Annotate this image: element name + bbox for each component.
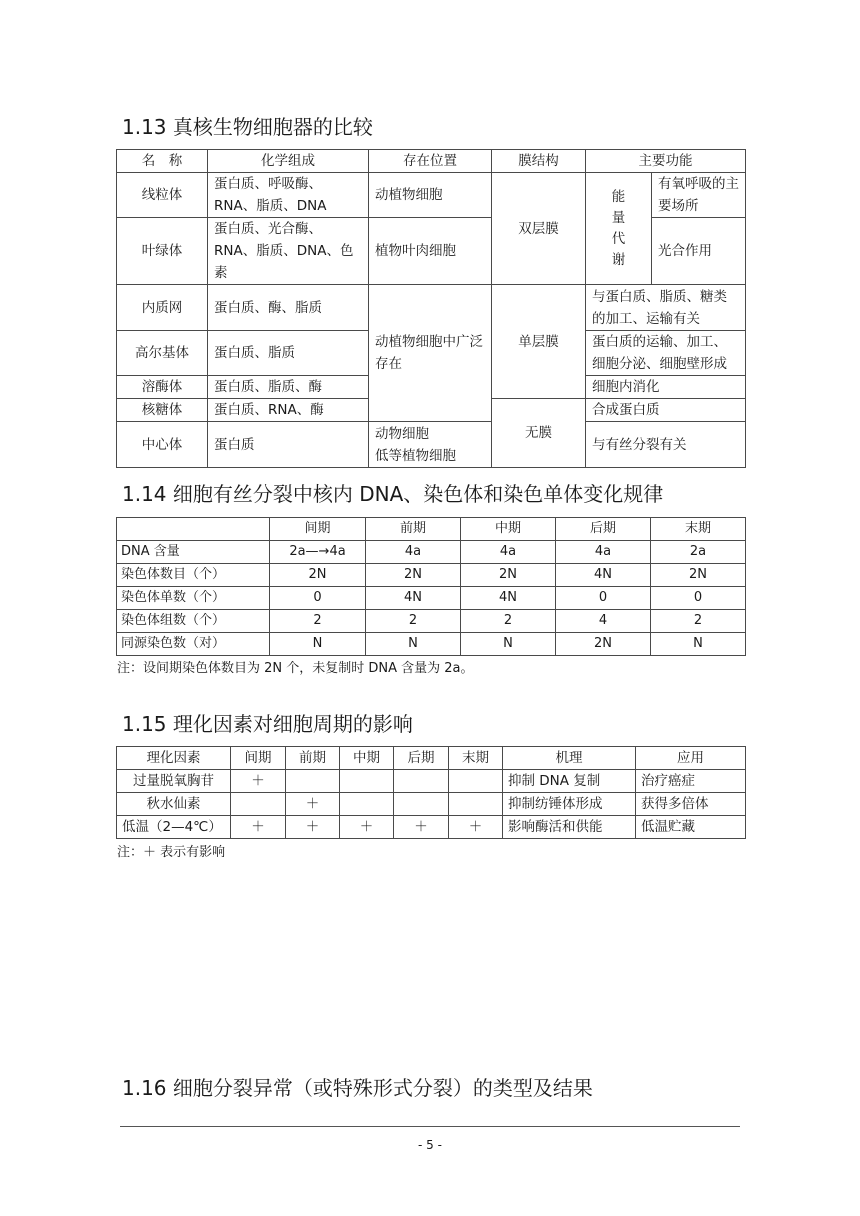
row-name: 中心体 [117, 422, 208, 468]
mitosis-cell: 2N [366, 564, 461, 587]
row-name: 高尔基体 [117, 331, 208, 376]
mitosis-cell: 染色体单数（个） [117, 587, 270, 610]
factor-cell: 秋水仙素 [117, 793, 231, 816]
mitosis-cell: 4N [556, 564, 651, 587]
mitosis-cell: 2N [556, 633, 651, 656]
row-composition: 蛋白质 [208, 422, 369, 468]
factor-header-row [117, 747, 746, 770]
factor-cell [340, 793, 394, 816]
factor-cell: ＋ [231, 816, 286, 839]
table-row [117, 541, 746, 564]
factor-cell: 低温（2—4℃） [117, 816, 231, 839]
factor-cell: ＋ [231, 770, 286, 793]
row-name: 线粒体 [117, 173, 208, 218]
row-name: 溶酶体 [117, 376, 208, 399]
mitosis-header-cell: 中期 [461, 518, 556, 541]
row-composition: 蛋白质、光合酶、RNA、脂质、DNA、色素 [208, 218, 369, 285]
membrane-none: 无膜 [492, 399, 586, 468]
header-membrane: 膜结构 [492, 150, 586, 173]
factor-cell: ＋ [449, 816, 503, 839]
row-location: 动物细胞 低等植物细胞 [369, 422, 492, 468]
mitosis-cell: 2 [461, 610, 556, 633]
mitosis-header-row [117, 518, 746, 541]
row-function: 有氧呼吸的主要场所 [652, 173, 746, 218]
mitosis-cell: 2 [270, 610, 366, 633]
row-name: 内质网 [117, 285, 208, 331]
factor-cell: 过量脱氧胸苷 [117, 770, 231, 793]
row-name: 核糖体 [117, 399, 208, 422]
mitosis-cell: 2N [651, 564, 746, 587]
mitosis-cell: 0 [651, 587, 746, 610]
factor-cell: 抑制纺锤体形成 [503, 793, 636, 816]
page-number: - 5 - [418, 1138, 442, 1152]
factor-cell: 影响酶活和供能 [503, 816, 636, 839]
row-function: 与蛋白质、脂质、糖类的加工、运输有关 [586, 285, 746, 331]
section-1-16-title: 1.16 细胞分裂异常（或特殊形式分裂）的类型及结果 [122, 1076, 593, 1100]
factor-cell [449, 793, 503, 816]
header-function: 主要功能 [586, 150, 746, 173]
table-row [117, 564, 746, 587]
table-header-row [117, 150, 746, 173]
header-composition: 化学组成 [208, 150, 369, 173]
mitosis-changes-table [116, 517, 746, 656]
energy-char: 谢 [611, 251, 626, 268]
mitosis-cell: 2N [270, 564, 366, 587]
mitosis-cell: 4a [461, 541, 556, 564]
mitosis-cell: 2a [651, 541, 746, 564]
row-composition: 蛋白质、脂质、酶 [208, 376, 369, 399]
row-composition: 蛋白质、呼吸酶、RNA、脂质、DNA [208, 173, 369, 218]
mitosis-cell: N [651, 633, 746, 656]
factor-header-cell: 中期 [340, 747, 394, 770]
row-location: 动植物细胞 [369, 173, 492, 218]
section-1-15-note: 注：＋ 表示有影响 [117, 845, 226, 860]
factor-cell: ＋ [394, 816, 449, 839]
membrane-double: 双层膜 [492, 173, 586, 285]
table-row [117, 633, 746, 656]
row-function: 光合作用 [652, 218, 746, 285]
factor-cell [340, 770, 394, 793]
energy-char: 量 [611, 209, 626, 226]
row-composition: 蛋白质、脂质 [208, 331, 369, 376]
row-function: 合成蛋白质 [586, 399, 746, 422]
row-composition: 蛋白质、RNA、酶 [208, 399, 369, 422]
factor-cell [449, 770, 503, 793]
row-function: 与有丝分裂有关 [586, 422, 746, 468]
mitosis-cell: 同源染色数（对） [117, 633, 270, 656]
location-widespread: 动植物细胞中广泛存在 [369, 285, 492, 422]
section-1-13-title: 1.13 真核生物细胞器的比较 [122, 115, 373, 139]
section-1-14-note: 注：设间期染色体数目为 2N 个，未复制时 DNA 含量为 2a。 [117, 661, 474, 676]
table-row [117, 218, 746, 285]
footer-divider [120, 1126, 740, 1127]
factor-header-cell: 间期 [231, 747, 286, 770]
mitosis-cell: 4N [461, 587, 556, 610]
table-row [117, 173, 746, 218]
mitosis-header-cell [117, 518, 270, 541]
table-row [117, 610, 746, 633]
mitosis-cell: 染色体数目（个） [117, 564, 270, 587]
mitosis-cell: 2 [366, 610, 461, 633]
mitosis-cell: 0 [270, 587, 366, 610]
row-function: 蛋白质的运输、加工、细胞分泌、细胞壁形成 [586, 331, 746, 376]
header-location: 存在位置 [369, 150, 492, 173]
factor-cell [231, 793, 286, 816]
mitosis-cell: 4a [366, 541, 461, 564]
mitosis-cell: DNA 含量 [117, 541, 270, 564]
membrane-single: 单层膜 [492, 285, 586, 399]
row-location: 植物叶肉细胞 [369, 218, 492, 285]
factor-header-cell: 机理 [503, 747, 636, 770]
energy-char: 能 [611, 188, 626, 205]
mitosis-cell: N [461, 633, 556, 656]
table-row [117, 422, 746, 468]
mitosis-cell: 4 [556, 610, 651, 633]
mitosis-cell: N [270, 633, 366, 656]
mitosis-header-cell: 间期 [270, 518, 366, 541]
row-function: 细胞内消化 [586, 376, 746, 399]
organelle-comparison-table [116, 149, 746, 468]
table-row [117, 770, 746, 793]
mitosis-cell: 4N [366, 587, 461, 610]
factor-cell: ＋ [286, 793, 340, 816]
mitosis-header-cell: 末期 [651, 518, 746, 541]
table-row [117, 285, 746, 331]
factor-header-cell: 后期 [394, 747, 449, 770]
factor-header-cell: 应用 [636, 747, 746, 770]
mitosis-cell: 2 [651, 610, 746, 633]
mitosis-cell: 染色体组数（个） [117, 610, 270, 633]
mitosis-header-cell: 后期 [556, 518, 651, 541]
energy-metabolism-label [586, 173, 652, 285]
mitosis-cell: N [366, 633, 461, 656]
energy-char: 代 [611, 230, 626, 247]
row-name: 叶绿体 [117, 218, 208, 285]
factor-cell [286, 770, 340, 793]
factor-cell: ＋ [340, 816, 394, 839]
mitosis-cell: 0 [556, 587, 651, 610]
factor-cell [394, 793, 449, 816]
factor-cell [394, 770, 449, 793]
section-1-14-title: 1.14 细胞有丝分裂中核内 DNA、染色体和染色单体变化规律 [122, 482, 664, 506]
factor-cell: ＋ [286, 816, 340, 839]
factor-header-cell: 前期 [286, 747, 340, 770]
mitosis-cell: 2N [461, 564, 556, 587]
factor-cell: 低温贮藏 [636, 816, 746, 839]
mitosis-cell: 2a—→4a [270, 541, 366, 564]
header-name: 名 称 [117, 150, 208, 173]
factor-cell: 抑制 DNA 复制 [503, 770, 636, 793]
mitosis-cell: 4a [556, 541, 651, 564]
factor-header-cell: 末期 [449, 747, 503, 770]
factor-cell: 治疗癌症 [636, 770, 746, 793]
mitosis-header-cell: 前期 [366, 518, 461, 541]
row-composition: 蛋白质、酶、脂质 [208, 285, 369, 331]
factor-header-cell: 理化因素 [117, 747, 231, 770]
section-1-15-title: 1.15 理化因素对细胞周期的影响 [122, 712, 413, 736]
factor-cell: 获得多倍体 [636, 793, 746, 816]
table-row [117, 587, 746, 610]
